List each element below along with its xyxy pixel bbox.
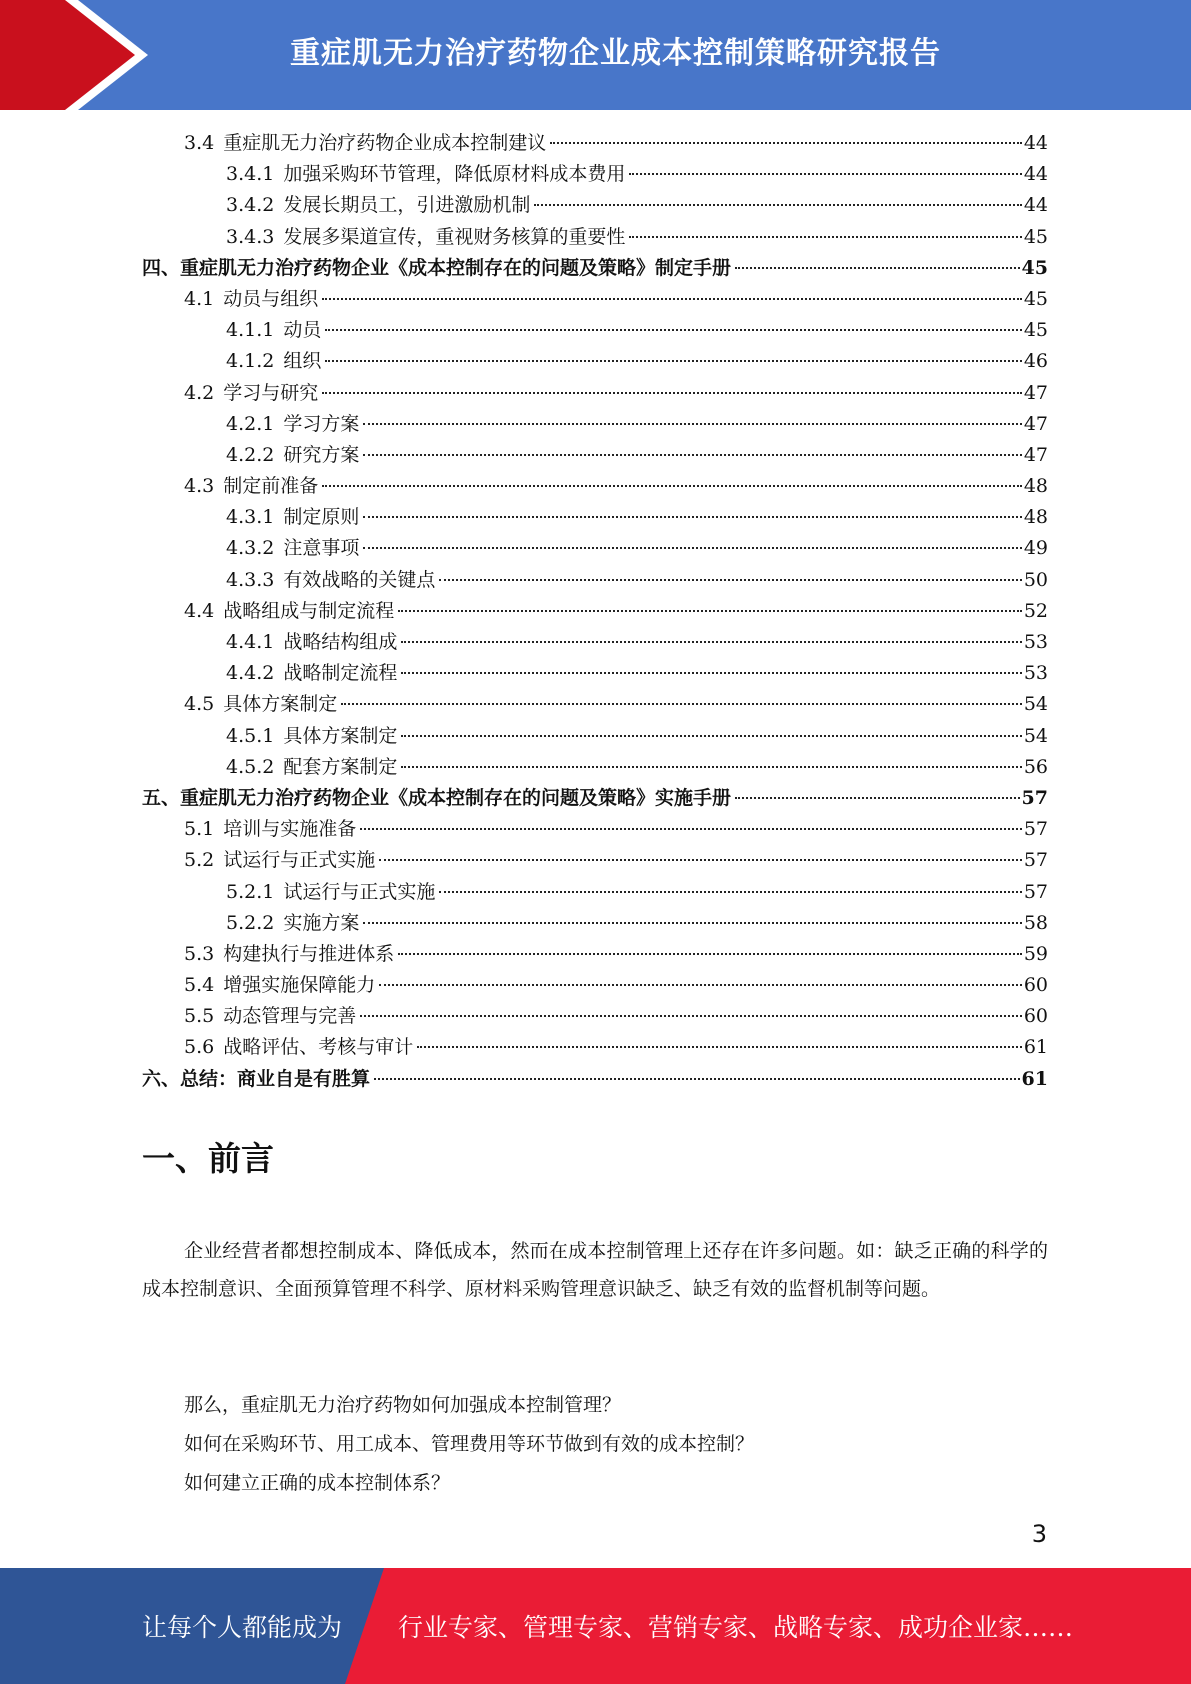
toc-dot-leader (363, 423, 1021, 425)
toc-entry-title: 具体方案制定 (283, 724, 398, 747)
toc-entry-title: 研究方案 (283, 443, 360, 466)
question-1: 那么，重症肌无力治疗药物如何加强成本控制管理？ (184, 1394, 622, 1416)
toc-entry[interactable] (142, 596, 1048, 627)
toc-dot-leader (629, 173, 1021, 175)
toc-dot-leader (417, 1046, 1022, 1048)
toc-entry[interactable] (142, 627, 1048, 658)
toc-entry-page: 44 (1023, 163, 1048, 186)
toc-entry-title: 实施方案 (283, 911, 360, 934)
toc-entry-title: 学习方案 (283, 412, 360, 435)
toc-entry-page: 48 (1023, 475, 1048, 498)
toc-entry-title: 重症肌无力治疗药物企业成本控制建议 (223, 132, 547, 154)
toc-entry-page: 53 (1023, 662, 1048, 685)
toc-entry[interactable] (142, 689, 1048, 720)
toc-entry-title: 构建执行与推进体系 (223, 942, 395, 965)
toc-entry-number: 5.4 (184, 974, 215, 997)
footer-slogan-right: 行业专家、管理专家、营销专家、战略专家、成功企业家…… (398, 1613, 1074, 1642)
toc-entry-number: 5.5 (184, 1005, 215, 1028)
toc-entry-title: 注意事项 (283, 537, 360, 560)
toc-entry-page: 44 (1023, 194, 1048, 217)
toc-dot-leader (363, 922, 1021, 924)
toc-entry[interactable] (142, 1001, 1048, 1032)
footer-slogan-left: 让每个人都能成为 (142, 1613, 343, 1642)
toc-dot-leader (398, 953, 1022, 955)
toc-entry-number: 5.1 (184, 818, 215, 841)
toc-entry-page: 50 (1023, 568, 1048, 591)
toc-entry-number: 4.4.2 (226, 662, 275, 685)
toc-entry-title: 动态管理与完善 (223, 1005, 357, 1028)
toc-entry-title: 战略制定流程 (283, 662, 398, 685)
toc-entry-title: 发展多渠道宣传，重视财务核算的重要性 (283, 225, 626, 248)
toc-entry-title: 六、总结：商业自是有胜算 (142, 1067, 371, 1090)
toc-entry-number: 4.3 (184, 475, 215, 498)
toc-entry-number: 4.1.2 (226, 350, 275, 373)
toc-entry[interactable] (142, 502, 1048, 533)
toc-entry-title: 五、重症肌无力治疗药物企业《成本控制存在的问题及策略》实施手册 (142, 786, 732, 809)
toc-dot-leader (341, 703, 1022, 705)
toc-entry[interactable] (142, 877, 1048, 908)
toc-entry-title: 学习与研究 (223, 381, 319, 404)
toc-entry-number: 5.2.2 (226, 911, 275, 934)
toc-dot-leader (360, 1015, 1022, 1017)
toc-entry[interactable] (142, 222, 1048, 253)
toc-dot-leader (401, 672, 1021, 674)
toc-entry-page: 61 (1021, 1067, 1048, 1090)
toc-entry[interactable] (142, 752, 1048, 783)
toc-dot-leader (401, 766, 1021, 768)
toc-entry-page: 54 (1023, 693, 1048, 716)
header-title-text: 重症肌无力治疗药物企业成本控制策略研究报告 (290, 36, 941, 71)
question-3: 如何建立正确的成本控制体系？ (184, 1472, 451, 1494)
toc-entry[interactable] (142, 346, 1048, 377)
toc-entry-title: 具体方案制定 (223, 693, 338, 716)
toc-entry-title: 动员 (283, 319, 322, 342)
toc-entry[interactable] (142, 1032, 1048, 1063)
table-of-contents (142, 128, 1048, 1095)
toc-dot-leader (398, 610, 1022, 612)
toc-entry-number: 5.3 (184, 942, 215, 965)
toc-dot-leader (439, 579, 1021, 581)
toc-entry-number: 3.4.2 (226, 194, 275, 217)
toc-dot-leader (363, 454, 1021, 456)
toc-entry[interactable] (142, 159, 1048, 190)
toc-entry-page: 53 (1023, 631, 1048, 653)
toc-entry-page: 54 (1023, 724, 1048, 747)
toc-entry-number: 4.1 (184, 287, 215, 310)
toc-entry-page: 45 (1021, 256, 1048, 279)
toc-dot-leader (401, 641, 1021, 643)
toc-entry[interactable] (142, 128, 1048, 159)
toc-entry-page: 45 (1023, 287, 1048, 310)
question-2: 如何在采购环节、用工成本、管理费用等环节做到有效的成本控制？ (184, 1433, 755, 1455)
toc-entry-title: 战略结构组成 (283, 631, 398, 653)
toc-entry-title: 制定原则 (283, 506, 360, 529)
toc-entry[interactable] (142, 908, 1048, 939)
toc-dot-leader (360, 828, 1022, 830)
toc-entry[interactable] (142, 378, 1048, 409)
toc-entry[interactable] (142, 970, 1048, 1001)
toc-entry-number: 5.2 (184, 849, 215, 872)
toc-dot-leader (439, 891, 1021, 893)
toc-entry-page: 58 (1023, 911, 1048, 934)
toc-entry-number: 5.6 (184, 1036, 215, 1059)
toc-entry-page: 49 (1023, 537, 1048, 560)
toc-entry[interactable] (142, 440, 1048, 471)
toc-entry[interactable] (142, 783, 1048, 814)
toc-entry-page: 46 (1023, 350, 1048, 373)
toc-dot-leader (379, 859, 1022, 861)
toc-entry[interactable] (142, 845, 1048, 876)
toc-dot-leader (374, 1078, 1020, 1080)
toc-dot-leader (735, 797, 1020, 799)
toc-entry-number: 4.1.1 (226, 319, 275, 342)
toc-entry-title: 发展长期员工，引进激励机制 (283, 194, 531, 217)
toc-entry-title: 动员与组织 (223, 287, 319, 310)
toc-entry[interactable] (142, 814, 1048, 845)
toc-entry-number: 3.4.1 (226, 163, 275, 186)
toc-entry-page: 57 (1023, 818, 1048, 841)
toc-entry-page: 60 (1023, 1005, 1048, 1028)
toc-entry-number: 4.4.1 (226, 631, 275, 653)
toc-entry-number: 4.2.1 (226, 412, 275, 435)
toc-entry[interactable] (142, 721, 1048, 752)
toc-entry-title: 战略评估、考核与审计 (223, 1036, 414, 1059)
toc-dot-leader (379, 984, 1022, 986)
toc-entry-page: 59 (1023, 942, 1048, 965)
toc-entry-page: 57 (1023, 880, 1048, 903)
toc-entry-title: 试运行与正式实施 (283, 880, 436, 903)
toc-entry-title: 四、重症肌无力治疗药物企业《成本控制存在的问题及策略》制定手册 (142, 256, 732, 279)
toc-entry-number: 4.4 (184, 599, 215, 622)
toc-dot-leader (534, 204, 1021, 206)
toc-entry-number: 4.2 (184, 381, 215, 404)
toc-entry-number: 4.5.2 (226, 755, 275, 778)
header-arrow-icon (0, 0, 160, 110)
toc-entry-page: 60 (1023, 974, 1048, 997)
toc-dot-leader (735, 267, 1020, 269)
toc-entry[interactable] (142, 471, 1048, 502)
toc-dot-leader (322, 298, 1022, 300)
toc-entry-title: 试运行与正式实施 (223, 849, 376, 872)
toc-dot-leader (325, 329, 1021, 331)
toc-dot-leader (322, 485, 1022, 487)
toc-entry-page: 57 (1021, 786, 1048, 809)
toc-entry-number: 3.4 (184, 132, 215, 154)
intro-paragraph: 企业经营者都想控制成本、降低成本，然而在成本控制管理上还存在许多问题。如：缺乏正确的科学的成本控制意识、全面预算管理不科学、原材料采购管理意识缺乏、缺乏有效的监督机制等问题。 (142, 1240, 1048, 1300)
toc-entry-title: 制定前准备 (223, 475, 319, 498)
toc-entry-number: 4.3.1 (226, 506, 275, 529)
toc-entry-page: 45 (1023, 225, 1048, 248)
toc-dot-leader (401, 735, 1021, 737)
toc-entry-page: 47 (1023, 443, 1048, 466)
toc-entry-title: 增强实施保障能力 (223, 974, 376, 997)
toc-entry-number: 5.2.1 (226, 880, 275, 903)
toc-entry-number: 4.3.2 (226, 537, 275, 560)
toc-entry-page: 48 (1023, 506, 1048, 529)
toc-entry-number: 3.4.3 (226, 225, 275, 248)
toc-entry-page: 47 (1023, 381, 1048, 404)
toc-entry-title: 战略组成与制定流程 (223, 599, 395, 622)
toc-entry-title: 有效战略的关键点 (283, 568, 436, 591)
toc-entry[interactable] (142, 565, 1048, 596)
toc-entry-page: 47 (1023, 412, 1048, 435)
toc-entry-page: 61 (1023, 1036, 1048, 1059)
toc-entry-page: 57 (1023, 849, 1048, 872)
toc-entry[interactable] (142, 658, 1048, 689)
toc-entry[interactable] (142, 253, 1048, 284)
toc-dot-leader (322, 392, 1022, 394)
toc-dot-leader (363, 516, 1021, 518)
header-band (0, 0, 1191, 110)
toc-entry-number: 4.5 (184, 693, 215, 716)
toc-entry[interactable] (142, 284, 1048, 315)
toc-entry[interactable] (142, 315, 1048, 346)
toc-entry-page: 56 (1023, 755, 1048, 778)
toc-entry-title: 培训与实施准备 (223, 818, 357, 841)
toc-entry[interactable] (142, 1064, 1048, 1095)
toc-entry[interactable] (142, 409, 1048, 440)
toc-entry-number: 4.5.1 (226, 724, 275, 747)
toc-entry-title: 配套方案制定 (283, 755, 398, 778)
section-heading: 一、前言 (142, 1139, 274, 1178)
footer-band (0, 1568, 1191, 1684)
toc-entry[interactable] (142, 533, 1048, 564)
toc-dot-leader (363, 547, 1021, 549)
toc-entry-page: 52 (1023, 599, 1048, 622)
toc-dot-leader (629, 236, 1021, 238)
toc-entry-page: 45 (1023, 319, 1048, 342)
toc-entry-number: 4.3.3 (226, 568, 275, 591)
toc-entry-number: 4.2.2 (226, 443, 275, 466)
toc-dot-leader (325, 360, 1021, 362)
header-title (200, 0, 1191, 100)
toc-entry[interactable] (142, 939, 1048, 970)
toc-entry-page: 44 (1023, 132, 1048, 154)
toc-entry-title: 加强采购环节管理，降低原材料成本费用 (283, 163, 626, 186)
page-number: 3 (1031, 1520, 1047, 1548)
toc-entry[interactable] (142, 190, 1048, 221)
toc-dot-leader (550, 142, 1022, 144)
toc-entry-title: 组织 (283, 350, 322, 373)
